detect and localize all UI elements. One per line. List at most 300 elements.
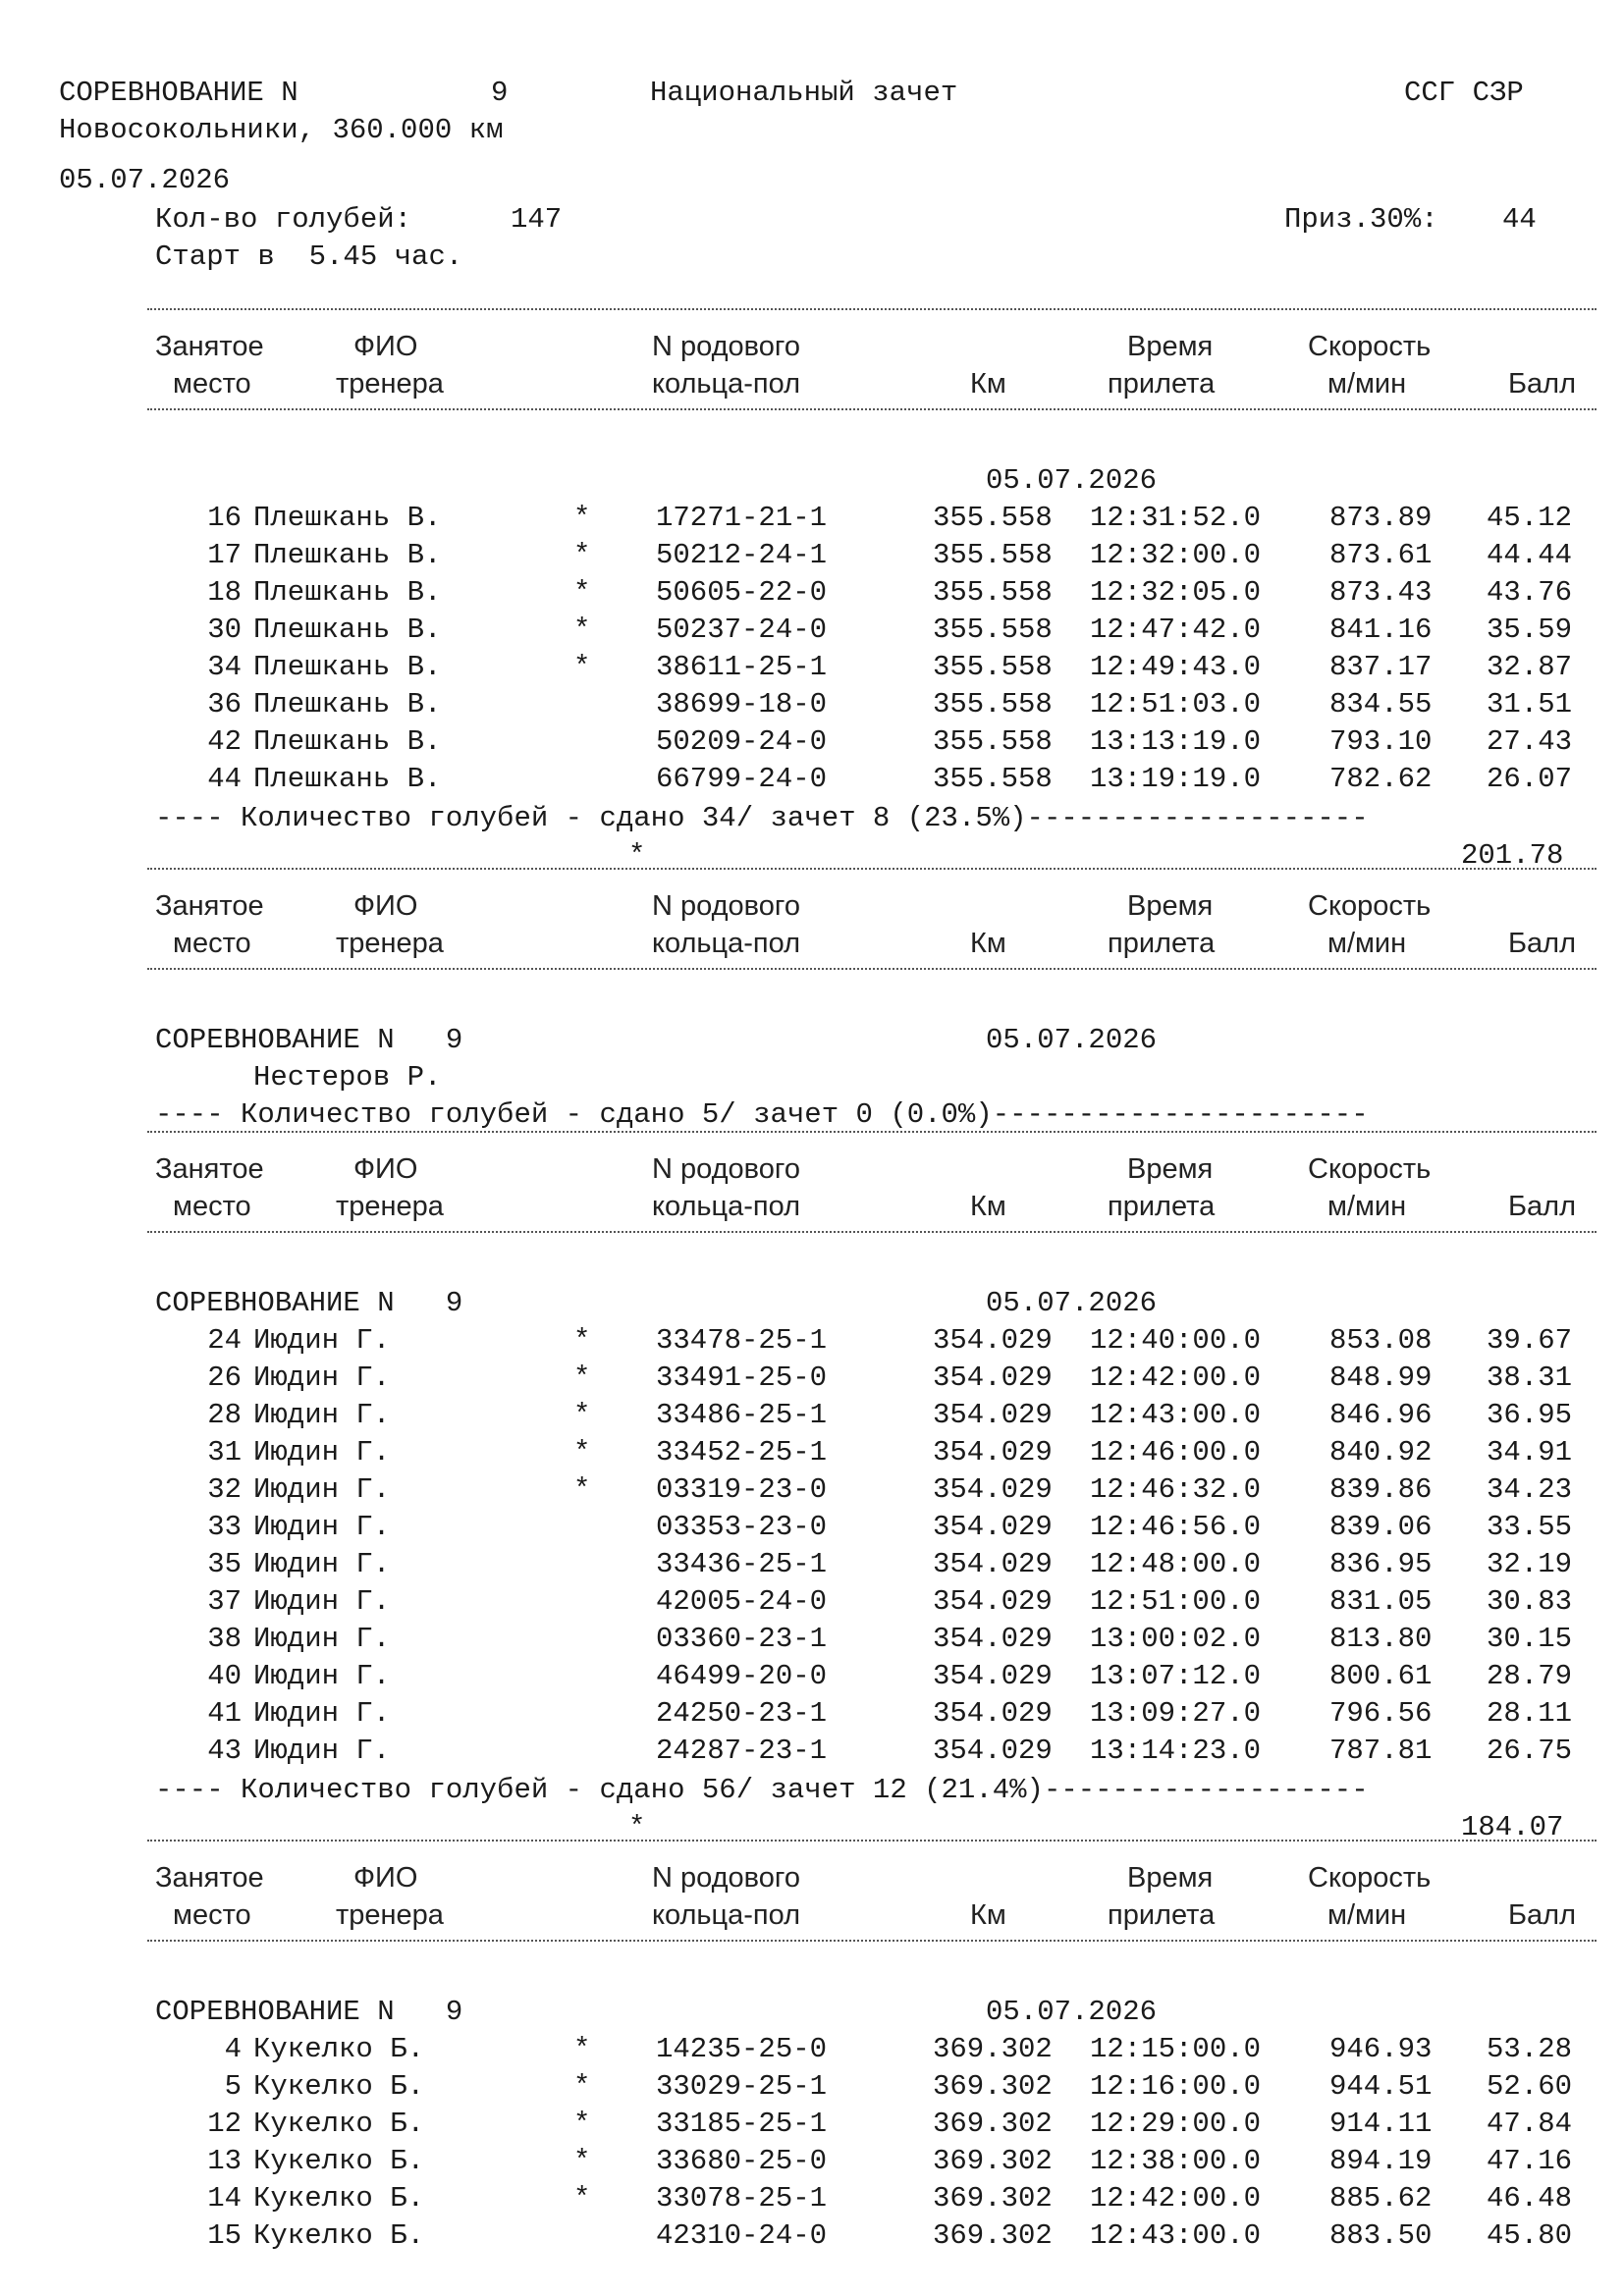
- col-speed-header: м/мин: [1327, 368, 1407, 400]
- table-row: [0, 2106, 1624, 2143]
- speed-cell: 848.99: [1329, 1362, 1433, 1394]
- score-cell: 53.28: [1487, 2033, 1573, 2065]
- star-mark: *: [573, 1399, 591, 1431]
- place-cell: 12: [207, 2108, 242, 2140]
- distance-cell: 355.558: [933, 614, 1053, 646]
- table-row: [0, 2068, 1624, 2106]
- distance-cell: 355.558: [933, 763, 1053, 795]
- col-ring-header: N родового: [652, 1153, 800, 1185]
- score-cell: 35.59: [1487, 614, 1573, 646]
- col-speed-header: Скорость: [1308, 1153, 1432, 1185]
- trainer-name-cell: Июдин Г.: [253, 1585, 391, 1618]
- score-cell: 36.95: [1487, 1399, 1573, 1431]
- distance-cell: 355.558: [933, 688, 1053, 721]
- place-cell: 31: [207, 1436, 242, 1468]
- col-score-header: Балл: [1508, 928, 1577, 959]
- section-total-score: 184.07: [1461, 1811, 1564, 1843]
- score-cell: 32.19: [1487, 1548, 1573, 1580]
- place-cell: 32: [207, 1473, 242, 1506]
- star-mark: *: [573, 1324, 591, 1357]
- col-km-header: Км: [970, 1191, 1006, 1222]
- report-title-center: Национальный зачет: [650, 77, 958, 109]
- score-cell: 28.79: [1487, 1660, 1573, 1692]
- table-row: [0, 500, 1624, 537]
- place-cell: 28: [207, 1399, 242, 1431]
- star-mark: *: [573, 1436, 591, 1468]
- speed-cell: 883.50: [1329, 2219, 1433, 2252]
- col-place-header: Занятое: [155, 331, 264, 362]
- trainer-name-cell: Плешкань В.: [253, 763, 442, 795]
- ring-number-cell: 03319-23-0: [656, 1473, 828, 1506]
- table-row: [0, 2217, 1624, 2255]
- trainer-name: Нестеров Р.: [253, 1061, 442, 1094]
- total-star-mark: *: [628, 1811, 646, 1843]
- distance-cell: 369.302: [933, 2070, 1053, 2103]
- arrival-time-cell: 13:14:23.0: [1090, 1735, 1262, 1767]
- table-row: [0, 1322, 1624, 1360]
- col-km-header: Км: [970, 928, 1006, 959]
- place-cell: 41: [207, 1697, 242, 1730]
- col-time-header: Время: [1127, 331, 1214, 362]
- score-cell: 38.31: [1487, 1362, 1573, 1394]
- distance-cell: 355.558: [933, 576, 1053, 609]
- arrival-time-cell: 12:40:00.0: [1090, 1324, 1262, 1357]
- distance-cell: 354.029: [933, 1399, 1053, 1431]
- col-ring-header: N родового: [652, 890, 800, 922]
- trainer-name-cell: Кукелко Б.: [253, 2182, 425, 2215]
- trainer-name-cell: Июдин Г.: [253, 1324, 391, 1357]
- section-date: 05.07.2026: [986, 1996, 1158, 2028]
- arrival-time-cell: 13:00:02.0: [1090, 1623, 1262, 1655]
- arrival-time-cell: 12:51:03.0: [1090, 688, 1262, 721]
- col-place-header: место: [173, 368, 251, 400]
- trainer-name-cell: Июдин Г.: [253, 1697, 391, 1730]
- speed-cell: 793.10: [1329, 725, 1433, 758]
- trainer-name-cell: Кукелко Б.: [253, 2219, 425, 2252]
- place-cell: 34: [207, 651, 242, 683]
- col-time-header: Время: [1127, 890, 1214, 922]
- section-total-score: 201.78: [1461, 839, 1564, 872]
- star-mark: *: [573, 1362, 591, 1394]
- arrival-time-cell: 12:46:56.0: [1090, 1511, 1262, 1543]
- col-place-header: место: [173, 1899, 251, 1931]
- ring-number-cell: 33078-25-1: [656, 2182, 828, 2215]
- speed-cell: 914.11: [1329, 2108, 1433, 2140]
- ring-number-cell: 38611-25-1: [656, 651, 828, 683]
- distance-cell: 354.029: [933, 1623, 1053, 1655]
- distance-cell: 369.302: [933, 2145, 1053, 2177]
- place-cell: 37: [207, 1585, 242, 1618]
- table-row: [0, 612, 1624, 649]
- summary-line: ---- Количество голубей - сдано 34/ зачет 8 (23.5%)--------------------: [155, 802, 1369, 834]
- table-row: [0, 761, 1624, 798]
- ring-number-cell: 24250-23-1: [656, 1697, 828, 1730]
- trainer-name-cell: Кукелко Б.: [253, 2033, 425, 2065]
- star-mark: *: [573, 651, 591, 683]
- trainer-name-cell: Кукелко Б.: [253, 2108, 425, 2140]
- score-cell: 28.11: [1487, 1697, 1573, 1730]
- col-ring-header: кольца-пол: [652, 928, 801, 959]
- trainer-name-cell: Плешкань В.: [253, 502, 442, 534]
- place-cell: 17: [207, 539, 242, 571]
- arrival-time-cell: 12:31:52.0: [1090, 502, 1262, 534]
- trainer-name-cell: Кукелко Б.: [253, 2145, 425, 2177]
- col-time-header: Время: [1127, 1862, 1214, 1894]
- place-cell: 38: [207, 1623, 242, 1655]
- score-cell: 46.48: [1487, 2182, 1573, 2215]
- col-name-header: тренера: [336, 1191, 444, 1222]
- table-row: [0, 1397, 1624, 1434]
- ring-number-cell: 42005-24-0: [656, 1585, 828, 1618]
- distance-cell: 354.029: [933, 1697, 1053, 1730]
- trainer-name-cell: Июдин Г.: [253, 1511, 391, 1543]
- score-cell: 52.60: [1487, 2070, 1573, 2103]
- col-speed-header: Скорость: [1308, 890, 1432, 922]
- place-cell: 18: [207, 576, 242, 609]
- summary-line: ---- Количество голубей - сдано 56/ зачет 12 (21.4%)-------------------: [155, 1774, 1369, 1806]
- distance-cell: 354.029: [933, 1735, 1053, 1767]
- table-row: [0, 2143, 1624, 2180]
- speed-cell: 846.96: [1329, 1399, 1433, 1431]
- col-name-header: ФИО: [353, 890, 418, 922]
- prizes-label: Приз.30%:: [1284, 203, 1438, 236]
- col-ring-header: кольца-пол: [652, 1191, 801, 1222]
- place-cell: 13: [207, 2145, 242, 2177]
- trainer-name-cell: Плешкань В.: [253, 688, 442, 721]
- dotted-divider: [147, 868, 1597, 870]
- trainer-name-cell: Июдин Г.: [253, 1660, 391, 1692]
- score-cell: 26.75: [1487, 1735, 1573, 1767]
- report-title-left: СОРЕВНОВАНИЕ N: [59, 77, 298, 109]
- place-cell: 26: [207, 1362, 242, 1394]
- score-cell: 30.83: [1487, 1585, 1573, 1618]
- col-place-header: Занятое: [155, 1862, 264, 1894]
- distance-cell: 354.029: [933, 1585, 1053, 1618]
- star-mark: *: [573, 2145, 591, 2177]
- ring-number-cell: 66799-24-0: [656, 763, 828, 795]
- speed-cell: 873.61: [1329, 539, 1433, 571]
- col-time-header: Время: [1127, 1153, 1214, 1185]
- speed-cell: 787.81: [1329, 1735, 1433, 1767]
- speed-cell: 946.93: [1329, 2033, 1433, 2065]
- ring-number-cell: 50237-24-0: [656, 614, 828, 646]
- trainer-name-cell: Июдин Г.: [253, 1473, 391, 1506]
- ring-number-cell: 50605-22-0: [656, 576, 828, 609]
- speed-cell: 782.62: [1329, 763, 1433, 795]
- section-heading: СОРЕВНОВАНИЕ N 9: [155, 1287, 463, 1319]
- col-ring-header: кольца-пол: [652, 368, 801, 400]
- arrival-time-cell: 12:38:00.0: [1090, 2145, 1262, 2177]
- trainer-name-cell: Июдин Г.: [253, 1436, 391, 1468]
- trainer-name-cell: Июдин Г.: [253, 1399, 391, 1431]
- trainer-name-cell: Июдин Г.: [253, 1735, 391, 1767]
- trainer-name-cell: Кукелко Б.: [253, 2070, 425, 2103]
- table-row: [0, 1733, 1624, 1770]
- arrival-time-cell: 12:43:00.0: [1090, 2219, 1262, 2252]
- col-name-header: тренера: [336, 368, 444, 400]
- score-cell: 47.84: [1487, 2108, 1573, 2140]
- section-date: 05.07.2026: [986, 1024, 1158, 1056]
- col-ring-header: кольца-пол: [652, 1899, 801, 1931]
- score-cell: 45.80: [1487, 2219, 1573, 2252]
- birds-value: 147: [511, 203, 563, 236]
- arrival-time-cell: 12:46:00.0: [1090, 1436, 1262, 1468]
- star-mark: *: [573, 2182, 591, 2215]
- distance-cell: 369.302: [933, 2219, 1053, 2252]
- col-place-header: место: [173, 928, 251, 959]
- col-place-header: Занятое: [155, 1153, 264, 1185]
- arrival-time-cell: 12:42:00.0: [1090, 2182, 1262, 2215]
- star-mark: *: [573, 502, 591, 534]
- place-cell: 33: [207, 1511, 242, 1543]
- ring-number-cell: 33680-25-0: [656, 2145, 828, 2177]
- speed-cell: 853.08: [1329, 1324, 1433, 1357]
- trainer-name-cell: Плешкань В.: [253, 576, 442, 609]
- ring-number-cell: 33185-25-1: [656, 2108, 828, 2140]
- speed-cell: 796.56: [1329, 1697, 1433, 1730]
- table-row: [0, 2180, 1624, 2217]
- dotted-divider: [147, 1231, 1597, 1233]
- speed-cell: 813.80: [1329, 1623, 1433, 1655]
- ring-number-cell: 17271-21-1: [656, 502, 828, 534]
- distance-cell: 354.029: [933, 1324, 1053, 1357]
- arrival-time-cell: 12:51:00.0: [1090, 1585, 1262, 1618]
- col-km-header: Км: [970, 368, 1006, 400]
- arrival-time-cell: 12:29:00.0: [1090, 2108, 1262, 2140]
- ring-number-cell: 14235-25-0: [656, 2033, 828, 2065]
- score-cell: 45.12: [1487, 502, 1573, 534]
- speed-cell: 837.17: [1329, 651, 1433, 683]
- speed-cell: 944.51: [1329, 2070, 1433, 2103]
- trainer-name-cell: Июдин Г.: [253, 1623, 391, 1655]
- distance-cell: 369.302: [933, 2033, 1053, 2065]
- score-cell: 39.67: [1487, 1324, 1573, 1357]
- speed-cell: 831.05: [1329, 1585, 1433, 1618]
- score-cell: 44.44: [1487, 539, 1573, 571]
- col-time-header: прилета: [1108, 368, 1216, 400]
- distance-cell: 369.302: [933, 2108, 1053, 2140]
- col-name-header: ФИО: [353, 1153, 418, 1185]
- distance-cell: 354.029: [933, 1548, 1053, 1580]
- speed-cell: 836.95: [1329, 1548, 1433, 1580]
- ring-number-cell: 33436-25-1: [656, 1548, 828, 1580]
- distance-cell: 354.029: [933, 1660, 1053, 1692]
- table-row: [0, 1546, 1624, 1583]
- arrival-time-cell: 12:42:00.0: [1090, 1362, 1262, 1394]
- col-name-header: тренера: [336, 1899, 444, 1931]
- score-cell: 47.16: [1487, 2145, 1573, 2177]
- ring-number-cell: 03360-23-1: [656, 1623, 828, 1655]
- table-row: [0, 1434, 1624, 1471]
- ring-number-cell: 33491-25-0: [656, 1362, 828, 1394]
- trainer-name-cell: Плешкань В.: [253, 614, 442, 646]
- score-cell: 26.07: [1487, 763, 1573, 795]
- arrival-time-cell: 12:43:00.0: [1090, 1399, 1262, 1431]
- distance-cell: 355.558: [933, 651, 1053, 683]
- prizes-value: 44: [1502, 203, 1537, 236]
- star-mark: *: [573, 614, 591, 646]
- dotted-divider: [147, 308, 1597, 310]
- col-score-header: Балл: [1508, 368, 1577, 400]
- dotted-divider: [147, 1131, 1597, 1133]
- arrival-time-cell: 13:09:27.0: [1090, 1697, 1262, 1730]
- star-mark: *: [573, 576, 591, 609]
- ring-number-cell: 33452-25-1: [656, 1436, 828, 1468]
- col-speed-header: м/мин: [1327, 1899, 1407, 1931]
- speed-cell: 873.43: [1329, 576, 1433, 609]
- table-row: [0, 1360, 1624, 1397]
- trainer-name-cell: Плешкань В.: [253, 539, 442, 571]
- arrival-time-cell: 12:15:00.0: [1090, 2033, 1262, 2065]
- ring-number-cell: 50212-24-1: [656, 539, 828, 571]
- table-row: [0, 1471, 1624, 1509]
- section-heading: СОРЕВНОВАНИЕ N 9: [155, 1024, 463, 1056]
- distance-cell: 355.558: [933, 539, 1053, 571]
- speed-cell: 894.19: [1329, 2145, 1433, 2177]
- place-cell: 4: [224, 2033, 242, 2065]
- speed-cell: 839.86: [1329, 1473, 1433, 1506]
- col-speed-header: м/мин: [1327, 928, 1407, 959]
- col-time-header: прилета: [1108, 1899, 1216, 1931]
- col-place-header: место: [173, 1191, 251, 1222]
- col-name-header: ФИО: [353, 1862, 418, 1894]
- place-cell: 24: [207, 1324, 242, 1357]
- speed-cell: 839.06: [1329, 1511, 1433, 1543]
- speed-cell: 873.89: [1329, 502, 1433, 534]
- birds-label: Кол-во голубей:: [155, 203, 412, 236]
- table-row: [0, 537, 1624, 574]
- ring-number-cell: 42310-24-0: [656, 2219, 828, 2252]
- col-ring-header: N родового: [652, 1862, 800, 1894]
- ring-number-cell: 50209-24-0: [656, 725, 828, 758]
- table-row: [0, 1695, 1624, 1733]
- score-cell: 30.15: [1487, 1623, 1573, 1655]
- ring-number-cell: 38699-18-0: [656, 688, 828, 721]
- report-date: 05.07.2026: [59, 164, 231, 196]
- trainer-name-cell: Плешкань В.: [253, 651, 442, 683]
- dotted-divider: [147, 1940, 1597, 1942]
- arrival-time-cell: 13:19:19.0: [1090, 763, 1262, 795]
- trainer-name-cell: Июдин Г.: [253, 1548, 391, 1580]
- distance-cell: 354.029: [933, 1362, 1053, 1394]
- arrival-time-cell: 12:49:43.0: [1090, 651, 1262, 683]
- summary-line: ---- Количество голубей - сдано 5/ зачет 0 (0.0%)----------------------: [155, 1098, 1369, 1131]
- place-cell: 40: [207, 1660, 242, 1692]
- score-cell: 34.91: [1487, 1436, 1573, 1468]
- ring-number-cell: 24287-23-1: [656, 1735, 828, 1767]
- arrival-time-cell: 12:46:32.0: [1090, 1473, 1262, 1506]
- score-cell: 43.76: [1487, 576, 1573, 609]
- table-row: [0, 649, 1624, 686]
- table-row: [0, 723, 1624, 761]
- star-mark: *: [573, 2108, 591, 2140]
- table-row: [0, 574, 1624, 612]
- report-title-right: ССГ СЗР: [1404, 77, 1524, 109]
- col-time-header: прилета: [1108, 928, 1216, 959]
- speed-cell: 834.55: [1329, 688, 1433, 721]
- place-cell: 35: [207, 1548, 242, 1580]
- col-speed-header: Скорость: [1308, 1862, 1432, 1894]
- section-date: 05.07.2026: [986, 464, 1158, 497]
- col-time-header: прилета: [1108, 1191, 1216, 1222]
- distance-cell: 355.558: [933, 725, 1053, 758]
- col-name-header: ФИО: [353, 331, 418, 362]
- table-row: [0, 1658, 1624, 1695]
- arrival-time-cell: 12:32:00.0: [1090, 539, 1262, 571]
- table-row: [0, 686, 1624, 723]
- place-cell: 43: [207, 1735, 242, 1767]
- competition-number: 9: [491, 77, 509, 109]
- place-cell: 44: [207, 763, 242, 795]
- place-cell: 5: [224, 2070, 242, 2103]
- arrival-time-cell: 13:13:19.0: [1090, 725, 1262, 758]
- place-cell: 16: [207, 502, 242, 534]
- start-text: Старт в 5.45 час.: [155, 240, 463, 273]
- distance-cell: 354.029: [933, 1473, 1053, 1506]
- table-row: [0, 1583, 1624, 1621]
- arrival-time-cell: 12:32:05.0: [1090, 576, 1262, 609]
- speed-cell: 885.62: [1329, 2182, 1433, 2215]
- col-km-header: Км: [970, 1899, 1006, 1931]
- place-cell: 42: [207, 725, 242, 758]
- col-name-header: тренера: [336, 928, 444, 959]
- ring-number-cell: 33029-25-1: [656, 2070, 828, 2103]
- ring-number-cell: 46499-20-0: [656, 1660, 828, 1692]
- ring-number-cell: 33486-25-1: [656, 1399, 828, 1431]
- col-speed-header: Скорость: [1308, 331, 1432, 362]
- star-mark: *: [573, 2033, 591, 2065]
- arrival-time-cell: 12:47:42.0: [1090, 614, 1262, 646]
- place-cell: 15: [207, 2219, 242, 2252]
- trainer-name-cell: Плешкань В.: [253, 725, 442, 758]
- total-star-mark: *: [628, 839, 646, 872]
- col-place-header: Занятое: [155, 890, 264, 922]
- arrival-time-cell: 13:07:12.0: [1090, 1660, 1262, 1692]
- dotted-divider: [147, 1840, 1597, 1842]
- section-date: 05.07.2026: [986, 1287, 1158, 1319]
- speed-cell: 800.61: [1329, 1660, 1433, 1692]
- score-cell: 27.43: [1487, 725, 1573, 758]
- score-cell: 34.23: [1487, 1473, 1573, 1506]
- col-speed-header: м/мин: [1327, 1191, 1407, 1222]
- score-cell: 32.87: [1487, 651, 1573, 683]
- star-mark: *: [573, 2070, 591, 2103]
- place-cell: 14: [207, 2182, 242, 2215]
- distance-cell: 369.302: [933, 2182, 1053, 2215]
- place-cell: 30: [207, 614, 242, 646]
- ring-number-cell: 03353-23-0: [656, 1511, 828, 1543]
- dotted-divider: [147, 968, 1597, 970]
- col-ring-header: N родового: [652, 331, 800, 362]
- distance-cell: 355.558: [933, 502, 1053, 534]
- table-row: [0, 1509, 1624, 1546]
- arrival-time-cell: 12:48:00.0: [1090, 1548, 1262, 1580]
- col-score-header: Балл: [1508, 1191, 1577, 1222]
- location: Новосокольники, 360.000 км: [59, 114, 504, 146]
- distance-cell: 354.029: [933, 1436, 1053, 1468]
- table-row: [0, 2031, 1624, 2068]
- score-cell: 31.51: [1487, 688, 1573, 721]
- distance-cell: 354.029: [933, 1511, 1053, 1543]
- score-cell: 33.55: [1487, 1511, 1573, 1543]
- speed-cell: 841.16: [1329, 614, 1433, 646]
- trainer-name-cell: Июдин Г.: [253, 1362, 391, 1394]
- arrival-time-cell: 12:16:00.0: [1090, 2070, 1262, 2103]
- table-row: [0, 1621, 1624, 1658]
- star-mark: *: [573, 1473, 591, 1506]
- dotted-divider: [147, 408, 1597, 410]
- ring-number-cell: 33478-25-1: [656, 1324, 828, 1357]
